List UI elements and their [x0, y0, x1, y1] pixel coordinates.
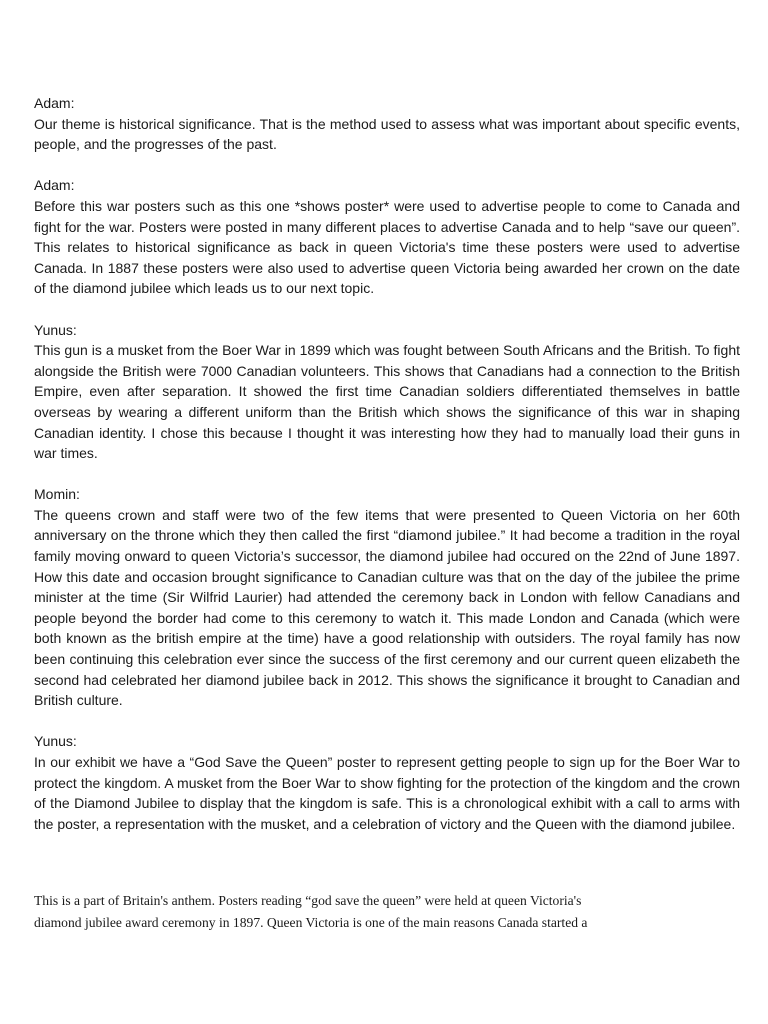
speaker-label: Yunus:	[34, 321, 77, 338]
paragraph: Before this war posters such as this one *shows poster* were used to advertise people to come to Canada and fight for the war. Posters were posted in many different places to advertise Canada and to help “save our queen”. This relates to historical significance as back in queen Victoria's time these posters were used to advertise Canada. In 1887 these posters were also used to advertise queen Victoria being awarded her crown on the date of the diamond jubilee which leads us to our next topic.	[34, 197, 740, 297]
paragraph: Our theme is historical significance. That is the method used to assess what was important about specific events, people, and the progresses of the past.	[34, 115, 740, 153]
document-body	[34, 93, 740, 855]
section-momin-crown	[34, 484, 740, 711]
section-adam-posters	[34, 175, 740, 299]
speaker-label: Yunus:	[34, 733, 77, 750]
paragraph: This gun is a musket from the Boer War in 1899 which was fought between South Africans and the British. To fight alongside the British were 7000 Canadian volunteers. This shows that Canadians had a connection to the British Empire, even after separation. It showed the first time Canadian soldiers differentiated themselves in battle overseas by wearing a different uniform than the British which shows the significance of this war in shaping Canadian identity. I chose this because I thought it was interesting how they had to manually load their guns in war times.	[34, 342, 740, 462]
speaker-label: Adam:	[34, 177, 75, 194]
closing-line: diamond jubilee award ceremony in 1897. Queen Victoria is one of the main reasons Canada started a	[34, 915, 588, 930]
section-yunus-musket	[34, 320, 740, 464]
speaker-label: Adam:	[34, 95, 75, 111]
section-adam-theme	[34, 93, 740, 155]
closing-paragraph	[34, 890, 740, 934]
closing-line: This is a part of Britain's anthem. Posters reading “god save the queen” were held at queen Victoria's	[34, 893, 582, 908]
speaker-label: Momin:	[34, 486, 80, 503]
paragraph: In our exhibit we have a “God Save the Queen” poster to represent getting people to sign up for the Boer War to protect the kingdom. A musket from the Boer War to show fighting for the protection of the kingdom and the crown of the Diamond Jubilee to display that the kingdom is safe. This is a chronological exhibit with a call to arms with the poster, a representation with the musket, and a celebration of victory and the Queen with the diamond jubilee.	[34, 754, 740, 832]
paragraph: The queens crown and staff were two of the few items that were presented to Queen Victoria on her 60th anniversary on the throne which they then called the first “diamond jubilee.” It had become a tradition in the royal family moving onward to queen Victoria’s successor, the diamond jubilee had occured on the 22nd of June 1897. How this date and occasion brought significance to Canadian culture was that on the day of the jubilee the prime minister at the time (Sir Wilfrid Laurier) had attended the ceremony back in London with fellow Canadians and people beyond the border had come to this ceremony to watch it. This made London and Canada (which were both known as the british empire at the time) have a good relationship with outsiders. The royal family has now been continuing this celebration ever since the success of the first ceremony and our current queen elizabeth the second had celebrated her diamond jubilee back in 2012. This shows the significance it brought to Canadian and British culture.	[34, 506, 740, 709]
section-yunus-exhibit	[34, 731, 740, 834]
